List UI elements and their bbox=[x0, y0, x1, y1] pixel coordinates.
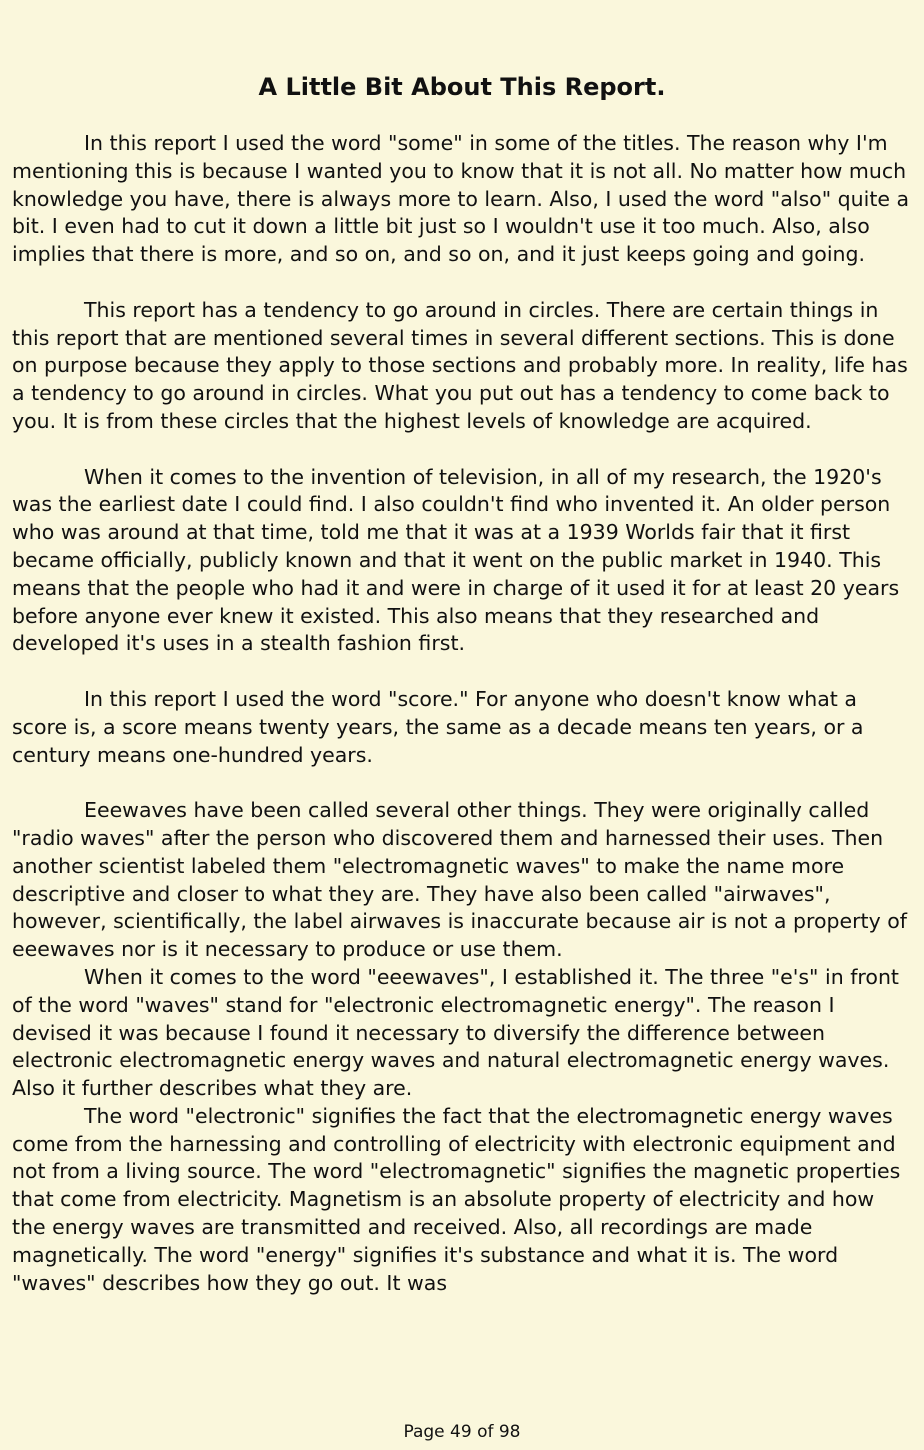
paragraph-television-history: When it comes to the invention of television, in all of my research, the 1920's was the earliest date I could find. I also couldn't find who invented it. An older person who was around at that time, told me that it was at a 1939 Worlds fair that it first became officially, publicly known and that it went on the public market in 1940. This means that the people who had it and were in charge of it used it for at least 20 years before anyone ever knew it existed. This also means that they researched and developed it's uses in a stealth fashion first. bbox=[12, 464, 900, 656]
paragraph-score-definition: In this report I used the word "score." For anyone who doesn't know what a score is, a score means twenty years, the same as a decade means ten years, or a century means one-hundred years. bbox=[12, 686, 864, 767]
paragraph-electronic-meaning: The word "electronic" signifies the fact that the electromagnetic energy waves come from the harnessing and controlling of electricity with electronic equipment and not from a living source. The word "electromagnetic" signifies the magnetic properties that come from electricity. Magnetism is an absolute property of electricity and how the energy waves are transmitted and received. Also, all recordings are made magnetically. The word "energy" signifies it's substance and what it is. The word "waves" describes how they go out. It was bbox=[12, 1103, 901, 1295]
paragraph-eeewaves-origin: When it comes to the word "eeewaves", I established it. The three "e's" in front of the word "waves" stand for "electronic electromagnetic energy". The reason I devised it was because I found it necessary to diversify the difference between electronic electromagnetic energy waves and natural electromagnetic energy waves. Also it further describes what they are. bbox=[12, 964, 899, 1101]
report-body bbox=[12, 130, 912, 1297]
paragraph-some-and-also: In this report I used the word "some" in some of the titles. The reason why I'm mentioning this is because I wanted you to know that it is not all. No matter how much knowledge you have, there is always more to learn. Also, I used the word "also" quite a bit. I even had to cut it down a little bit just so I wouldn't use it too much. Also, also implies that there is more, and so on, and so on, and it just keeps going and going. bbox=[12, 131, 910, 267]
paragraph-circles: This report has a tendency to go around in circles. There are certain things in this report that are mentioned several times in several different sections. This is done on purpose because they apply to those sections and probably more. In reality, life has a tendency to go around in circles. What you put out has a tendency to come back to you. It is from these circles that the highest levels of knowledge are acquired. bbox=[12, 297, 908, 433]
page-number-footer: Page 49 of 98 bbox=[403, 1422, 521, 1442]
paragraph-eeewaves-names: Eeewaves have been called several other things. They were originally called "radio waves" after the person who discovered them and harnessed their uses. Then another scientist labeled them "electromagnetic waves" to make the name more descriptive and closer to what they are. They have also been called "airwaves", however, scientifically, the label airwaves is inaccurate because air is not a property of eeewaves nor is it necessary to produce or use them. bbox=[12, 798, 908, 962]
page-title: A Little Bit About This Report. bbox=[258, 73, 666, 101]
